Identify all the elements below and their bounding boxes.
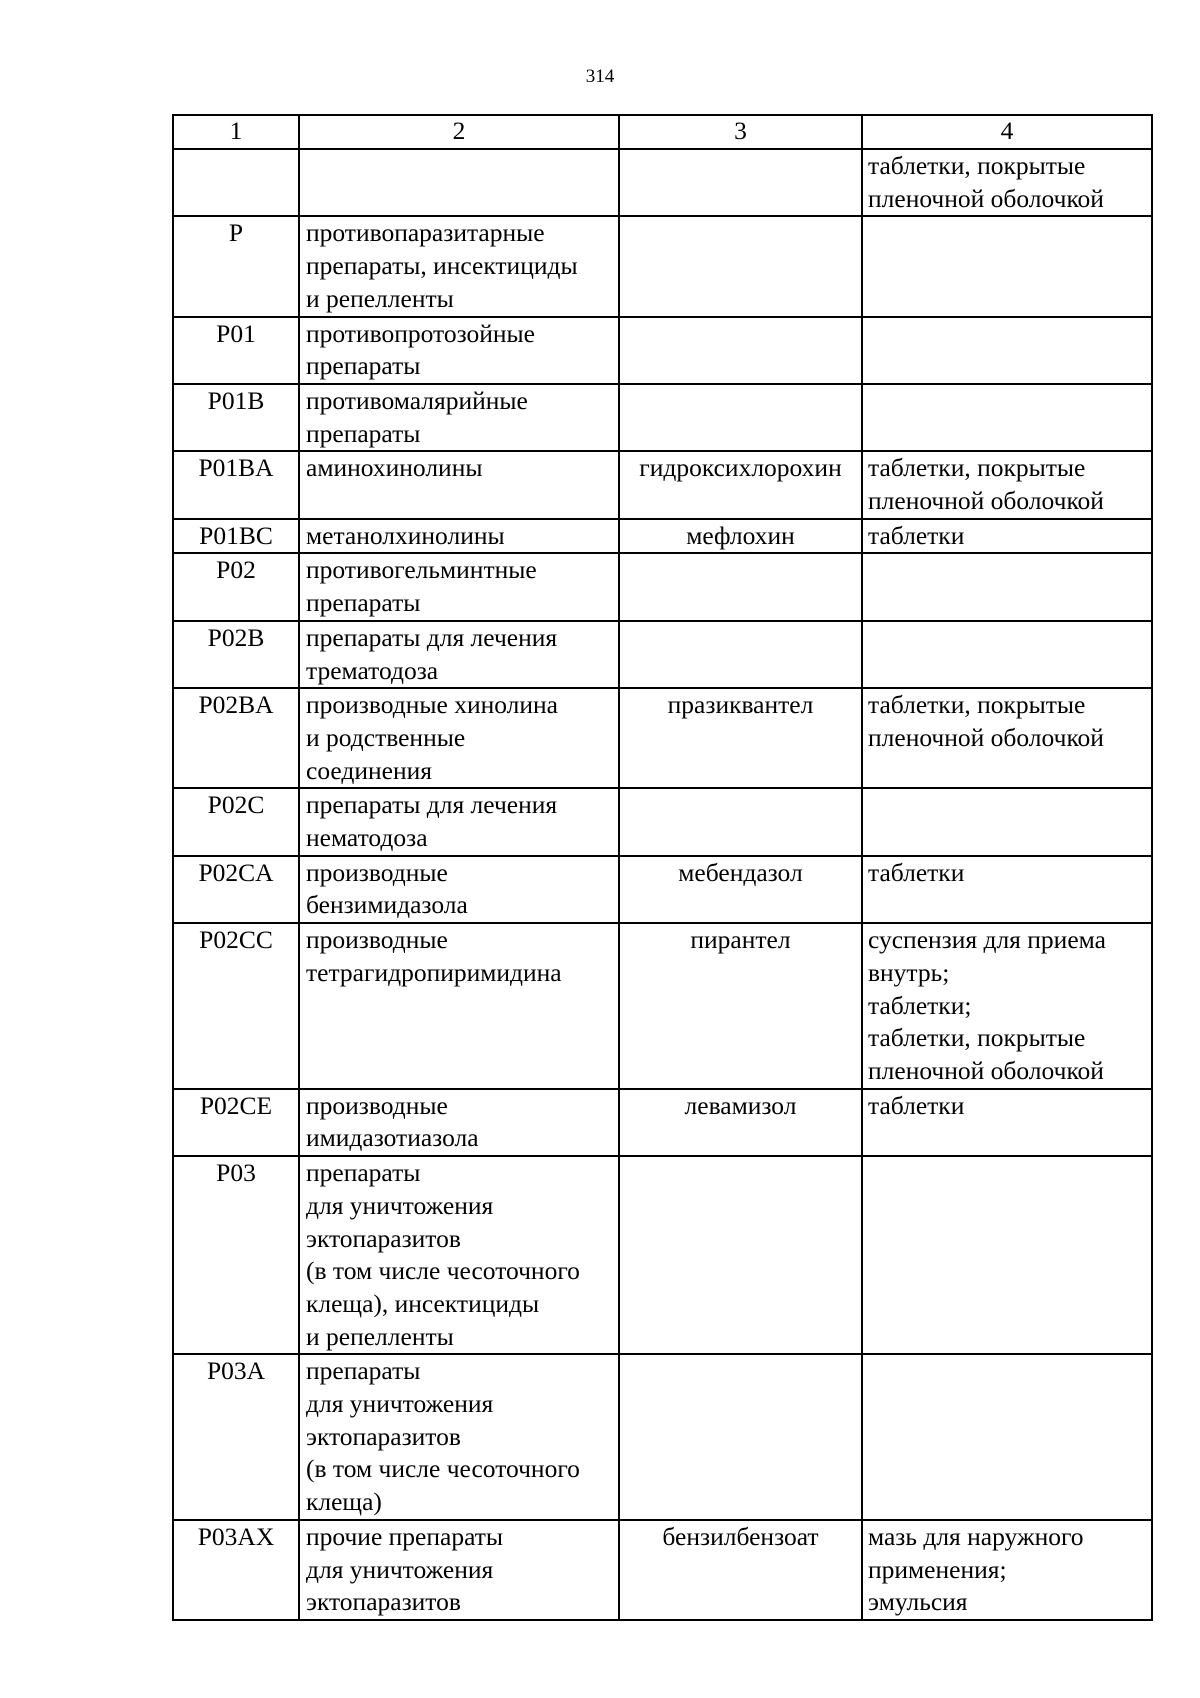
- dosage-form-cell: таблетки, покрытые пленочной оболочкой: [862, 149, 1152, 216]
- atc-code-cell: P01BC: [173, 519, 299, 554]
- atc-code-cell: P01BA: [173, 451, 299, 518]
- atc-code-cell: P02CC: [173, 923, 299, 1089]
- pharmacological-group-cell: препараты для уничтожения эктопаразитов (в том числе чесоточного клеща): [299, 1354, 619, 1520]
- drug-name-cell: гидроксихлорохин: [619, 451, 862, 518]
- pharmacological-group-cell: противомалярийные препараты: [299, 384, 619, 451]
- dosage-form-cell: таблетки: [862, 1089, 1152, 1156]
- drug-name-cell: [619, 149, 862, 216]
- drug-name-cell: [619, 1354, 862, 1520]
- column-header-3: 3: [619, 115, 862, 149]
- atc-code-cell: P02BA: [173, 688, 299, 788]
- drug-name-cell: празиквантел: [619, 688, 862, 788]
- drug-name-cell: мебендазол: [619, 856, 862, 923]
- drug-name-cell: [619, 621, 862, 688]
- drug-name-cell: [619, 788, 862, 855]
- table-row: [173, 621, 1152, 688]
- drug-name-cell: [619, 216, 862, 316]
- dosage-form-cell: [862, 1156, 1152, 1354]
- table-row: [173, 553, 1152, 620]
- table-row: [173, 216, 1152, 316]
- dosage-form-cell: мазь для наружного применения; эмульсия: [862, 1520, 1152, 1620]
- table-row: [173, 451, 1152, 518]
- atc-code-cell: P02C: [173, 788, 299, 855]
- table-row: [173, 856, 1152, 923]
- pharmacological-group-cell: метанолхинолины: [299, 519, 619, 554]
- drug-name-cell: пирантел: [619, 923, 862, 1089]
- dosage-form-cell: [862, 216, 1152, 316]
- table-row: [173, 1089, 1152, 1156]
- pharmacological-group-cell: препараты для лечения трематодоза: [299, 621, 619, 688]
- pharmacological-group-cell: прочие препараты для уничтожения эктопаразитов: [299, 1520, 619, 1620]
- atc-code-cell: P02B: [173, 621, 299, 688]
- pharmacological-group-cell: противогельминтные препараты: [299, 553, 619, 620]
- atc-code-cell: P03AX: [173, 1520, 299, 1620]
- table-row: [173, 149, 1152, 216]
- page-number: 314: [585, 66, 615, 87]
- pharmacological-group-cell: противопротозойные препараты: [299, 317, 619, 384]
- atc-code-cell: P: [173, 216, 299, 316]
- atc-code-cell: P02: [173, 553, 299, 620]
- drug-name-cell: бензилбензоат: [619, 1520, 862, 1620]
- pharmacological-group-cell: [299, 149, 619, 216]
- atc-code-cell: [173, 149, 299, 216]
- dosage-form-cell: [862, 1354, 1152, 1520]
- atc-code-cell: P03A: [173, 1354, 299, 1520]
- dosage-form-cell: [862, 553, 1152, 620]
- drug-name-cell: левамизол: [619, 1089, 862, 1156]
- table-header-row: [173, 115, 1152, 149]
- table-row: [173, 923, 1152, 1089]
- table-row: [173, 788, 1152, 855]
- table-row: [173, 1354, 1152, 1520]
- dosage-form-cell: таблетки, покрытые пленочной оболочкой: [862, 688, 1152, 788]
- table-row: [173, 317, 1152, 384]
- dosage-form-cell: таблетки: [862, 519, 1152, 554]
- pharmacological-group-cell: препараты для уничтожения эктопаразитов (в том числе чесоточного клеща), инсектициды и репелленты: [299, 1156, 619, 1354]
- drug-table: [172, 114, 1153, 1621]
- table-row: [173, 384, 1152, 451]
- pharmacological-group-cell: производные имидазотиазола: [299, 1089, 619, 1156]
- table-row: [173, 1520, 1152, 1620]
- dosage-form-cell: [862, 788, 1152, 855]
- column-header-2: 2: [299, 115, 619, 149]
- column-header-1: 1: [173, 115, 299, 149]
- drug-name-cell: [619, 1156, 862, 1354]
- atc-code-cell: P02CE: [173, 1089, 299, 1156]
- drug-name-cell: мефлохин: [619, 519, 862, 554]
- table-row: [173, 1156, 1152, 1354]
- pharmacological-group-cell: производные тетрагидропиримидина: [299, 923, 619, 1089]
- drug-name-cell: [619, 317, 862, 384]
- dosage-form-cell: таблетки: [862, 856, 1152, 923]
- dosage-form-cell: [862, 384, 1152, 451]
- pharmacological-group-cell: препараты для лечения нематодоза: [299, 788, 619, 855]
- table-row: [173, 688, 1152, 788]
- pharmacological-group-cell: производные бензимидазола: [299, 856, 619, 923]
- table-row: [173, 519, 1152, 554]
- drug-name-cell: [619, 553, 862, 620]
- pharmacological-group-cell: производные хинолина и родственные соединения: [299, 688, 619, 788]
- atc-code-cell: P03: [173, 1156, 299, 1354]
- drug-name-cell: [619, 384, 862, 451]
- dosage-form-cell: суспензия для приема внутрь; таблетки; таблетки, покрытые пленочной оболочкой: [862, 923, 1152, 1089]
- pharmacological-group-cell: противопаразитарные препараты, инсектициды и репелленты: [299, 216, 619, 316]
- dosage-form-cell: [862, 621, 1152, 688]
- dosage-form-cell: [862, 317, 1152, 384]
- dosage-form-cell: таблетки, покрытые пленочной оболочкой: [862, 451, 1152, 518]
- pharmacological-group-cell: аминохинолины: [299, 451, 619, 518]
- atc-code-cell: P01: [173, 317, 299, 384]
- atc-code-cell: P01B: [173, 384, 299, 451]
- column-header-4: 4: [862, 115, 1152, 149]
- atc-code-cell: P02CA: [173, 856, 299, 923]
- table-body: [173, 149, 1152, 1620]
